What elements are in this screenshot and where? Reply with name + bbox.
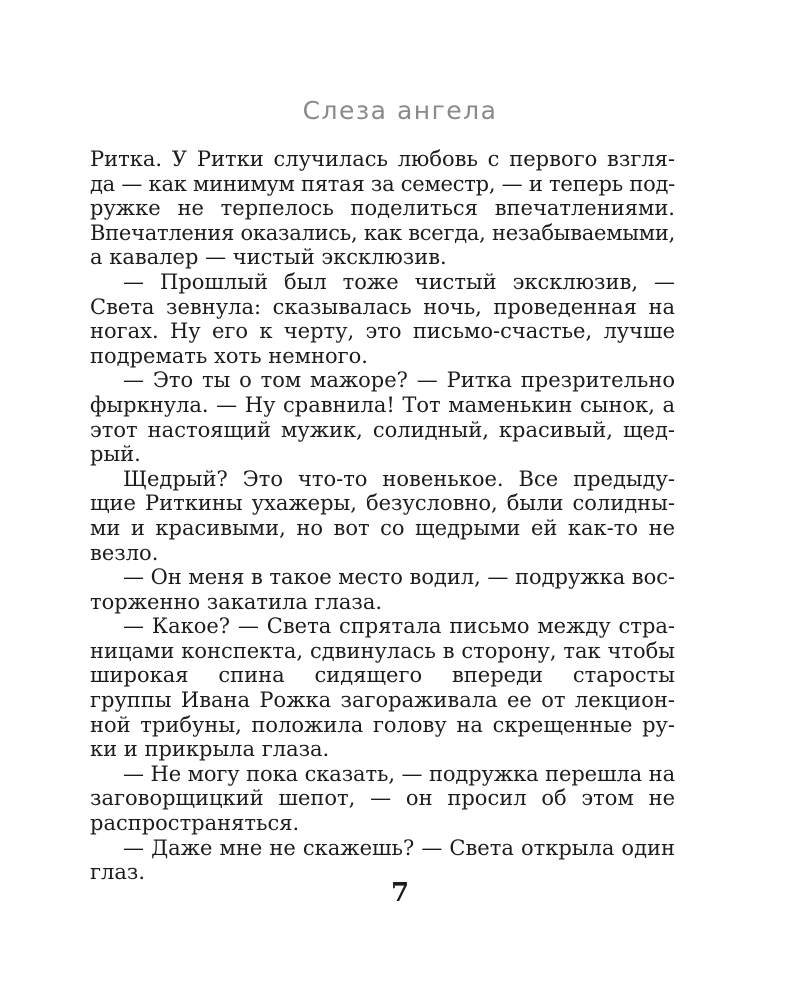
text-line: — Не могу пока сказать, — подружка перешла на bbox=[123, 761, 675, 786]
text-line: Света зевнула: сказывалась ночь, проведенная на bbox=[90, 294, 675, 319]
text-line: подремать хоть немного. bbox=[90, 343, 368, 368]
running-title: Слеза ангела bbox=[302, 96, 498, 125]
paragraph bbox=[90, 614, 675, 762]
paragraph bbox=[90, 368, 675, 466]
text-line: этот настоящий мужик, солидный, красивый, щед- bbox=[90, 417, 675, 442]
text-line: группы Ивана Рожка загораживала ее от лекцион- bbox=[90, 688, 675, 713]
text-line: — Он меня в такое место водил, — подружка вос- bbox=[123, 565, 675, 590]
text-line: щие Риткины ухажеры, безусловно, были солидны- bbox=[90, 491, 675, 516]
text-line: ки и прикрыла глаза. bbox=[90, 737, 330, 762]
paragraph bbox=[90, 565, 675, 614]
text-line: — Даже мне не скажешь? — Света открыла один bbox=[123, 835, 675, 860]
text-line: ружке не терпелось поделиться впечатлениями. bbox=[90, 196, 675, 221]
page-number: 7 bbox=[390, 878, 410, 908]
text-line: заговорщицкий шепот, — он просил об этом не bbox=[90, 786, 675, 811]
paragraph bbox=[90, 762, 675, 836]
text-line: а кавалер — чистый эксклюзив. bbox=[90, 245, 447, 270]
text-line: ми и красивыми, но вот со щедрыми ей как-то не bbox=[90, 515, 675, 540]
text-line: Щедрый? Это что-то новенькое. Все предыду- bbox=[123, 466, 675, 491]
text-line: ной трибуны, положила голову на скрещенные ру- bbox=[90, 712, 675, 737]
text-line: Впечатления оказались, как всегда, незабываемыми, bbox=[90, 220, 675, 245]
text-line: глаз. bbox=[90, 860, 145, 885]
text-line: ницами конспекта, сдвинулась в сторону, так чтобы bbox=[90, 638, 675, 663]
text-line: распространяться. bbox=[90, 811, 300, 836]
body-text bbox=[90, 147, 675, 885]
text-line: везло. bbox=[90, 540, 159, 565]
text-line: ногах. Ну его к черту, это письмо-счастье, лучше bbox=[90, 319, 675, 344]
text-line: рый. bbox=[90, 442, 141, 467]
text-line: фыркнула. — Ну сравнила! Тот маменькин сынок, а bbox=[90, 392, 675, 417]
paragraph bbox=[90, 467, 675, 565]
text-line: — Прошлый был тоже чистый эксклюзив, — bbox=[123, 269, 675, 294]
paragraph bbox=[90, 270, 675, 368]
text-line: торженно закатила глаза. bbox=[90, 589, 383, 614]
paragraph bbox=[90, 147, 675, 270]
text-line: Ритка. У Ритки случилась любовь с первого взгля- bbox=[90, 147, 675, 171]
text-line: широкая спина сидящего впереди старосты bbox=[90, 663, 675, 688]
text-line: — Какое? — Света спрятала письмо между стра- bbox=[123, 614, 675, 639]
text-line: — Это ты о том мажоре? — Ритка презрительно bbox=[123, 368, 675, 393]
text-line: да — как минимум пятая за семестр, — и теперь под- bbox=[90, 171, 675, 196]
